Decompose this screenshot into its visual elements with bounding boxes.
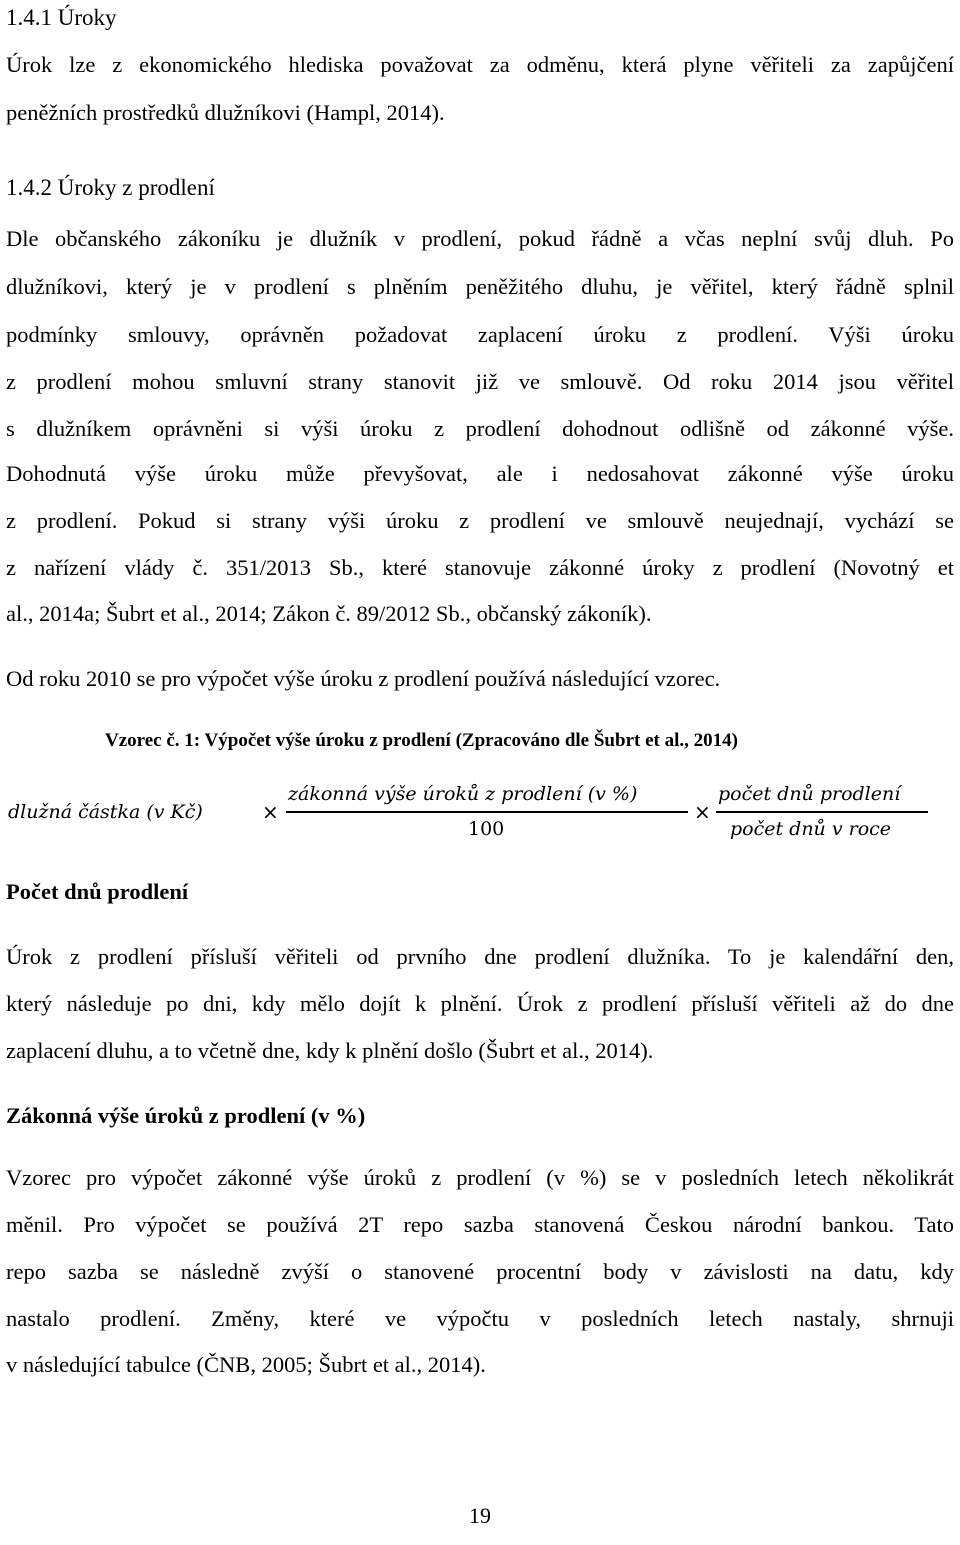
fraction-bar: [286, 811, 688, 813]
section-heading-uroky-z-prodleni: 1.4.2 Úroky z prodlení: [6, 175, 215, 200]
formula-fraction2-denominator: počet dnů v roce: [730, 818, 892, 840]
paragraph-line: nastalo prodlení. Změny, které ve výpočtu v posledních letech nastaly, shrnuji: [6, 1306, 954, 1331]
paragraph-line: dlužníkovi, který je v prodlení s plněním peněžitého dluhu, je věřitel, který řádně splnil: [6, 274, 954, 299]
times-symbol: ×: [694, 800, 711, 824]
paragraph-line: měnil. Pro výpočet se používá 2T repo sazba stanovená Českou národní bankou. Tato: [6, 1212, 954, 1237]
section-heading-uroky: 1.4.1 Úroky: [6, 5, 117, 30]
formula-intro: Od roku 2010 se pro výpočet výše úroku z prodlení používá následující vzorec.: [6, 666, 721, 691]
paragraph-line: s dlužníkem oprávněni si výši úroku z prodlení dohodnout odlišně od zákonné výše.: [6, 416, 954, 441]
formula-fraction1-numerator: zákonná výše úroků z prodlení (v %): [288, 783, 638, 805]
paragraph-line: který následuje po dni, kdy mělo dojít k plnění. Úrok z prodlení přísluší věřiteli až do dne: [6, 991, 954, 1016]
times-symbol: ×: [262, 800, 279, 824]
paragraph-line: zaplacení dluhu, a to včetně dne, kdy k plnění došlo (Šubrt et al., 2014).: [6, 1038, 654, 1063]
paragraph-line: Vzorec pro výpočet zákonné výše úroků z prodlení (v %) se v posledních letech několikrát: [6, 1165, 954, 1190]
paragraph-line: peněžních prostředků dlužníkovi (Hampl, 2014).: [6, 100, 445, 125]
fraction-bar: [716, 811, 928, 813]
paragraph-line: repo sazba se následně zvýší o stanovené procentní body v závislosti na datu, kdy: [6, 1259, 954, 1284]
paragraph-line: podmínky smlouvy, oprávněn požadovat zaplacení úroku z prodlení. Výši úroku: [6, 322, 954, 347]
formula-caption: Vzorec č. 1: Výpočet výše úroku z prodlení (Zpracováno dle Šubrt et al., 2014): [105, 730, 738, 751]
paragraph-line: v následující tabulce (ČNB, 2005; Šubrt et al., 2014).: [6, 1352, 486, 1377]
section-heading-pocet-dnu: Počet dnů prodlení: [6, 879, 189, 904]
formula-term-debt: dlužná částka (v Kč): [8, 801, 203, 823]
paragraph-line: Úrok z prodlení přísluší věřiteli od prvního dne prodlení dlužníka. To je kalendářní den,: [6, 944, 954, 969]
paragraph-line: z nařízení vlády č. 351/2013 Sb., které stanovuje zákonné úroky z prodlení (Novotný et: [6, 555, 954, 580]
page-number: 19: [469, 1503, 491, 1528]
paragraph-line: Dle občanského zákoníku je dlužník v prodlení, pokud řádně a včas neplní svůj dluh. Po: [6, 226, 954, 251]
paragraph-line: al., 2014a; Šubrt et al., 2014; Zákon č. 89/2012 Sb., občanský zákoník).: [6, 601, 652, 626]
section-heading-zakonna-vyse: Zákonná výše úroků z prodlení (v %): [6, 1103, 366, 1128]
formula-fraction1-denominator: 100: [468, 818, 505, 840]
paragraph-line: z prodlení mohou smluvní strany stanovit již ve smlouvě. Od roku 2014 jsou věřitel: [6, 369, 954, 394]
paragraph-line: Úrok lze z ekonomického hlediska považovat za odměnu, která plyne věřiteli za zapůjčení: [6, 52, 954, 77]
paragraph-line: z prodlení. Pokud si strany výši úroku z prodlení ve smlouvě neujednají, vychází se: [6, 508, 954, 533]
formula-fraction2-numerator: počet dnů prodlení: [718, 783, 901, 805]
paragraph-line: Dohodnutá výše úroku může převyšovat, ale i nedosahovat zákonné výše úroku: [6, 461, 954, 486]
